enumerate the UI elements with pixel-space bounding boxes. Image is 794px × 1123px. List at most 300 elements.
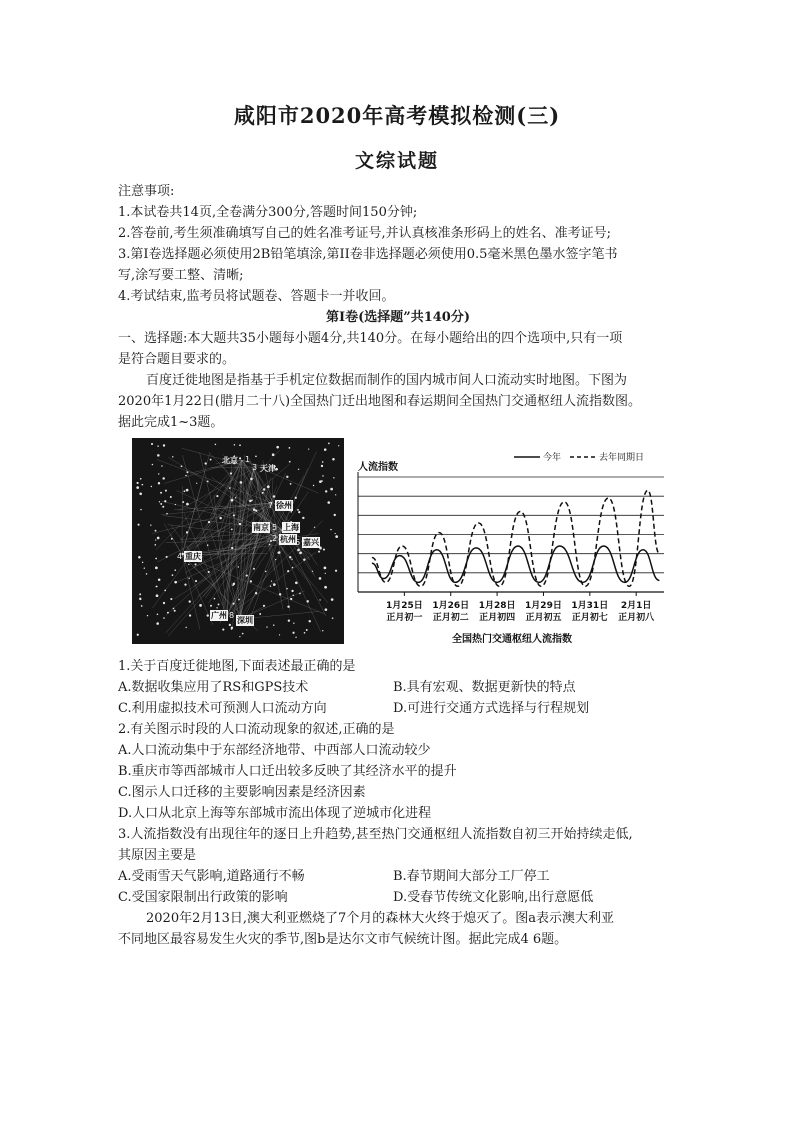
passage-1: 百度迁徙地图是指基于手机定位数据而制作的国内城市间人口流动实时地图。下图为	[146, 373, 628, 388]
q3-options-row	[118, 866, 678, 887]
map-city-dot	[322, 630, 323, 631]
map-city-dot	[289, 556, 291, 558]
map-city-dot	[272, 453, 275, 456]
map-city-dot	[144, 568, 145, 569]
map-city-dot	[259, 613, 261, 615]
map-city-dot	[158, 473, 159, 474]
notice-item: 2.答卷前,考生须准确填写自己的姓名准考证号,并认真核准条形码上的姓名、准考证号;	[118, 226, 612, 241]
map-city-dot	[306, 600, 308, 602]
map-city-dot	[290, 598, 292, 600]
figures-row	[132, 432, 680, 650]
passage-1: 据此完成1~3题。	[118, 415, 224, 430]
map-label-guangzhou: 广州	[211, 611, 227, 620]
map-city-dot	[322, 461, 324, 463]
map-city-dot	[230, 472, 232, 474]
map-city-dot	[205, 462, 207, 464]
map-city-dot	[328, 443, 330, 445]
section-intro: 是符合题目要求的。	[118, 352, 236, 367]
map-city-dot	[171, 538, 173, 540]
map-city-dot	[277, 552, 279, 554]
map-city-dot	[231, 628, 233, 630]
map-city-dot	[291, 590, 293, 592]
map-flow-line	[156, 460, 242, 550]
map-city-dot	[141, 605, 143, 607]
map-city-dot	[172, 456, 173, 457]
chart-title: 全国热门交通枢纽人流指数	[452, 634, 572, 645]
map-flow-line	[227, 476, 304, 616]
map-city-dot	[184, 583, 186, 585]
notice-item: 4.考试结束,监考员将试题卷、答题卡一并收回。	[118, 289, 395, 304]
map-city-dot	[286, 588, 288, 590]
map-city-dot	[208, 571, 210, 573]
map-city-dot	[142, 484, 144, 486]
map-city-dot	[216, 607, 217, 608]
map-city-dot	[240, 481, 243, 484]
map-city-dot	[292, 632, 294, 634]
map-city-dot	[159, 501, 160, 502]
map-city-dot	[286, 476, 288, 478]
q1-option-c[interactable]: C.利用虚拟技术可预测人口流动方向	[118, 701, 327, 716]
flow-index-chart	[344, 432, 680, 650]
map-city-dot	[306, 629, 308, 631]
map-city-dot	[290, 483, 292, 485]
map-city-dot	[164, 589, 166, 591]
map-city-dot	[158, 579, 161, 582]
map-label-xuzhou: 徐州	[276, 501, 292, 510]
map-num: 1	[245, 455, 251, 464]
page-subtitle: 文综试题	[354, 150, 439, 172]
map-city-dot	[273, 583, 276, 586]
x-tick-date: 1月29日	[525, 601, 562, 611]
map-city-dot	[334, 514, 336, 516]
map-city-dot	[137, 634, 139, 636]
map-city-dot	[251, 499, 252, 500]
map-city-dot	[188, 564, 189, 565]
map-city-dot	[335, 494, 336, 495]
map-city-dot	[181, 465, 183, 467]
map-city-dot	[174, 581, 177, 584]
passage-2: 2020年2月13日,澳大利亚燃烧了7个月的森林大火终于熄灭了。图a表示澳大利亚	[146, 911, 615, 926]
map-city-dot	[186, 531, 188, 533]
map-city-dot	[173, 608, 175, 610]
map-city-dot	[253, 508, 256, 511]
map-city-dot	[160, 503, 162, 505]
map-city-dot	[186, 489, 189, 492]
map-city-dot	[335, 535, 338, 538]
series-line-this-year	[372, 546, 660, 582]
map-city-dot	[233, 583, 235, 585]
map-city-dot	[207, 544, 209, 546]
map-city-dot	[234, 444, 235, 445]
map-city-dot	[269, 544, 271, 546]
map-label-hangzhou: 杭州	[280, 535, 296, 544]
map-city-dot	[151, 443, 153, 445]
map-city-dot	[155, 566, 158, 569]
map-label-beijing: 北京	[222, 456, 238, 465]
map-city-dot	[255, 456, 257, 458]
map-city-dot	[155, 539, 156, 540]
q1-option-b[interactable]: B.具有宏观、数据更新快的特点	[393, 680, 576, 695]
map-city-dot	[175, 504, 176, 505]
map-city-dot	[287, 606, 289, 608]
questions-block	[118, 656, 678, 950]
q3-option-d[interactable]: D.受春节传统文化影响,出行意愿低	[393, 890, 594, 905]
map-city-dot	[219, 517, 221, 519]
map-city-dot	[160, 492, 162, 494]
map-city-dot	[174, 610, 176, 612]
map-city-dot	[275, 559, 276, 560]
map-city-dot	[157, 537, 160, 540]
map-city-dot	[140, 478, 142, 480]
map-city-dot	[242, 633, 244, 635]
map-city-dot	[309, 620, 311, 622]
map-city-dot	[288, 619, 290, 621]
map-city-dot	[287, 570, 289, 572]
map-label-nanjing: 南京	[253, 523, 269, 532]
map-label-shanghai: 上海	[283, 523, 299, 532]
map-city-dot	[186, 471, 188, 473]
map-city-dot	[196, 483, 197, 484]
x-tick-lunar: 正月初一	[386, 613, 423, 623]
map-city-dot	[291, 559, 292, 560]
q1-options-row	[118, 698, 678, 719]
notice-item: 1.本试卷共14页,全卷满分300分,答题时间150分钟;	[118, 205, 418, 220]
map-city-dot	[295, 637, 296, 638]
map-city-dot	[229, 624, 231, 626]
x-tick-lunar: 正月初五	[525, 613, 562, 623]
map-city-dot	[325, 608, 328, 611]
q2-option-d[interactable]: D.人口从北京上海等东部城市流出体现了逆城市化进程	[118, 806, 432, 821]
map-num: 2	[272, 534, 278, 543]
map-city-dot	[164, 500, 166, 502]
map-flow-line	[214, 495, 227, 616]
map-num: 3	[252, 463, 258, 472]
passage-2: 不同地区最容易发生火灾的季节,图b是达尔文市气候统计图。据此完成4 6题。	[118, 932, 568, 947]
map-num: 7	[268, 501, 274, 510]
q1-option-a[interactable]: A.数据收集应用了RS和GPS技术	[118, 680, 309, 695]
map-city-dot	[239, 523, 241, 525]
chart-x-ticks	[386, 592, 655, 623]
map-city-dot	[246, 575, 248, 577]
map-city-dot	[298, 511, 300, 513]
map-city-dot	[330, 488, 333, 491]
map-city-dot	[319, 577, 322, 580]
map-city-dot	[335, 570, 337, 572]
q3-stem: 其原因主要是	[118, 848, 197, 863]
map-city-dot	[156, 594, 159, 597]
map-flow-line	[218, 460, 242, 537]
map-num: 5	[272, 523, 278, 532]
map-city-dot	[232, 603, 234, 605]
map-city-dot	[235, 497, 236, 498]
map-flow-line	[217, 460, 242, 559]
map-city-dot	[139, 593, 141, 595]
map-city-dot	[332, 458, 335, 461]
map-city-dot	[152, 464, 154, 466]
map-city-dot	[249, 500, 252, 503]
map-city-dot	[139, 598, 141, 600]
map-city-dot	[222, 629, 224, 631]
map-city-dot	[279, 593, 281, 595]
map-city-dot	[189, 614, 191, 616]
map-city-dot	[142, 562, 143, 563]
map-city-dot	[158, 482, 160, 484]
map-flow-line	[207, 460, 242, 530]
map-city-dot	[325, 573, 326, 574]
map-flow-line	[182, 555, 325, 614]
x-tick-date: 1月26日	[432, 601, 470, 611]
map-label-shenzhen: 深圳	[237, 616, 253, 625]
map-city-dot	[322, 475, 324, 477]
q2-option-a[interactable]: A.人口流动集中于东部经济地带、中西部人口流动较少	[118, 743, 431, 758]
map-num: 8	[229, 611, 235, 620]
map-city-dot	[338, 445, 339, 446]
map-city-dot	[273, 495, 275, 497]
map-city-dot	[185, 627, 186, 628]
map-city-dot	[207, 614, 209, 616]
migration-map	[132, 438, 344, 644]
map-city-dot	[170, 598, 172, 600]
map-city-dot	[157, 454, 160, 457]
map-city-dot	[155, 558, 157, 560]
q1-stem: 1.关于百度迁徙地图,下面表述最正确的是	[118, 659, 356, 674]
map-flow-line	[171, 525, 240, 619]
map-flow-line	[240, 455, 245, 619]
map-city-dot	[229, 487, 231, 489]
q2-stem: 2.有关图示时段的人口流动现象的叙述,正确的是	[118, 722, 395, 737]
map-city-dot	[233, 514, 235, 516]
map-city-dot	[263, 605, 265, 607]
map-label-jiaxing: 嘉兴	[303, 538, 319, 547]
map-city-dot	[136, 482, 138, 484]
chart-ylabel: 人流指数	[358, 462, 398, 473]
map-city-dot	[262, 492, 264, 494]
q3-option-c[interactable]: C.受国家限制出行政策的影响	[118, 890, 288, 905]
map-city-dot	[174, 569, 176, 571]
map-city-dot	[295, 581, 298, 584]
map-city-dot	[189, 600, 191, 602]
map-flow-line	[166, 526, 264, 615]
map-city-dot	[276, 446, 279, 449]
x-tick-lunar: 正月初七	[571, 613, 608, 623]
map-city-dot	[297, 509, 299, 511]
map-city-dot	[231, 529, 233, 531]
section-intro: 一、选择题:本大题共35小题每小题4分,共140分。在每小题给出的四个选项中,只有一项	[118, 331, 623, 346]
map-flow-line	[193, 530, 282, 567]
map-city-dot	[333, 477, 334, 478]
map-city-dot	[188, 578, 189, 579]
map-city-dot	[207, 481, 209, 483]
map-city-dot	[324, 586, 327, 589]
map-city-dot	[150, 524, 151, 525]
map-flow-line	[245, 530, 282, 617]
map-city-dot	[250, 478, 253, 481]
map-city-dot	[319, 599, 320, 600]
map-city-dot	[214, 598, 216, 600]
x-tick-lunar: 正月初八	[618, 613, 655, 623]
map-city-dot	[138, 556, 141, 559]
map-city-dot	[293, 623, 294, 624]
map-city-dot	[255, 510, 257, 512]
map-city-dot	[161, 465, 162, 466]
map-city-dot	[313, 485, 314, 486]
map-city-dot	[162, 477, 164, 479]
map-city-dot	[250, 580, 252, 582]
map-city-dot	[332, 617, 334, 619]
map-city-dot	[290, 511, 292, 513]
q3-option-b[interactable]: B.春节期间大部分工厂停工	[393, 869, 550, 884]
map-city-dot	[231, 547, 233, 549]
map-city-dot	[271, 580, 272, 581]
map-city-dot	[238, 566, 239, 567]
legend-label-this-year: 今年	[543, 453, 562, 463]
map-city-dot	[299, 551, 302, 554]
q3-option-a[interactable]: A.受雨雪天气影响,道路通行不畅	[118, 869, 305, 884]
map-city-dot	[253, 568, 255, 570]
map-city-dot	[182, 501, 184, 503]
map-city-dot	[279, 634, 280, 635]
map-city-dot	[323, 549, 325, 551]
map-city-dot	[216, 495, 218, 497]
map-city-dot	[166, 513, 168, 515]
map-city-dot	[163, 602, 165, 604]
notice-block	[118, 181, 678, 433]
x-tick-lunar: 正月初二	[432, 613, 469, 623]
map-city-dot	[318, 551, 320, 553]
map-flow-line	[197, 530, 282, 596]
page-title: 咸阳市2020年高考模拟检测(三)	[233, 103, 561, 128]
map-city-dot	[218, 603, 220, 605]
notice-item: 3.第I卷选择题必须使用2B铅笔填涂,第II卷非选择题必须使用0.5毫米黑色墨水签字笔书	[118, 247, 618, 262]
map-city-dot	[335, 533, 336, 534]
map-city-dot	[324, 567, 327, 570]
map-city-dot	[324, 448, 327, 451]
map-city-dot	[151, 486, 152, 487]
map-city-dot	[208, 521, 210, 523]
map-flow-line	[223, 468, 254, 578]
map-city-dot	[166, 556, 168, 558]
map-city-dot	[314, 527, 315, 528]
map-city-dot	[255, 592, 257, 594]
map-city-dot	[157, 445, 158, 446]
x-tick-date: 1月28日	[478, 601, 516, 611]
map-city-dot	[156, 622, 159, 625]
map-city-dot	[239, 636, 240, 637]
map-city-dot	[199, 604, 202, 607]
map-city-dot	[183, 490, 185, 492]
map-city-dot	[266, 626, 267, 627]
map-city-dot	[210, 459, 212, 461]
map-city-dot	[146, 573, 148, 575]
map-num: 4	[177, 552, 183, 561]
map-flow-line	[254, 468, 314, 574]
map-city-dot	[162, 506, 164, 508]
map-flow-line	[182, 448, 254, 468]
map-city-dot	[231, 499, 234, 502]
map-city-dot	[195, 580, 197, 582]
map-city-dot	[295, 497, 297, 499]
map-label-chongqing: 重庆	[185, 552, 201, 561]
map-city-dot	[185, 475, 186, 476]
map-city-dot	[170, 496, 172, 498]
section-title: 第I卷(选择题”共140分)	[326, 310, 470, 325]
map-city-dot	[297, 549, 300, 552]
map-city-dot	[239, 457, 241, 459]
map-city-dot	[139, 493, 142, 496]
map-city-dot	[147, 615, 148, 616]
map-city-dot	[140, 509, 141, 510]
map-city-dot	[239, 444, 241, 446]
map-flow-line	[182, 455, 227, 616]
notice-item: 写,涂写要工整、清晰;	[118, 268, 244, 283]
q3-stem: 3.人流指数没有出现往年的逐日上升趋势,甚至热门交通枢纽人流指数自初三开始持续走低,	[118, 827, 633, 842]
map-city-dot	[308, 448, 309, 449]
map-city-dot	[321, 465, 323, 467]
map-num: 6	[295, 538, 301, 547]
map-flow-line	[272, 478, 273, 503]
q3-options-row	[118, 887, 678, 908]
map-city-dot	[302, 517, 304, 519]
map-city-dot	[215, 444, 217, 446]
map-city-dot	[138, 524, 140, 526]
x-tick-lunar: 正月初四	[479, 613, 516, 623]
map-city-dot	[210, 605, 212, 607]
map-city-dot	[263, 488, 265, 490]
map-city-dot	[165, 490, 167, 492]
q2-option-c[interactable]: C.图示人口迁移的主要影响因素是经济因素	[118, 785, 366, 800]
map-city-dot	[270, 585, 271, 586]
map-city-dot	[321, 480, 323, 482]
map-city-dot	[136, 486, 139, 489]
map-city-dot	[154, 544, 156, 546]
notice-heading: 注意事项:	[118, 184, 175, 199]
map-city-dot	[289, 447, 291, 449]
map-city-dot	[163, 617, 165, 619]
passage-1: 2020年1月22日(腊月二十八)全国热门迁出地图和春运期间全国热门交通枢纽人流指数图。	[118, 394, 642, 409]
x-tick-date: 1月31日	[571, 601, 609, 611]
map-city-dot	[292, 595, 293, 596]
map-city-dot	[163, 444, 165, 446]
map-city-dot	[194, 563, 196, 565]
map-city-dot	[267, 485, 270, 488]
map-city-dot	[325, 490, 327, 492]
map-flow-line	[224, 538, 277, 592]
map-city-dot	[331, 598, 334, 601]
map-city-dot	[273, 624, 275, 626]
map-label-tianjin: 天津	[260, 464, 276, 473]
map-city-dot	[292, 567, 294, 569]
flow-index-chart-svg	[344, 432, 680, 650]
map-city-dot	[238, 599, 240, 601]
x-tick-date: 2月1日	[620, 601, 652, 611]
map-flow-line	[175, 530, 282, 599]
legend-label-last-year: 去年同期日	[599, 453, 645, 463]
map-city-dot	[330, 529, 331, 530]
q1-options-row	[118, 677, 678, 698]
q2-option-b[interactable]: B.重庆市等西部城市人口迁出较多反映了其经济水平的提升	[118, 764, 457, 779]
map-city-dot	[289, 461, 291, 463]
map-city-dot	[265, 571, 267, 573]
map-city-dot	[155, 530, 157, 532]
map-city-dot	[156, 586, 158, 588]
map-city-dot	[157, 613, 159, 615]
map-city-dot	[304, 632, 306, 634]
q1-option-d[interactable]: D.可进行交通方式选择与行程规划	[393, 701, 590, 716]
map-city-dot	[299, 593, 301, 595]
map-city-dot	[327, 501, 330, 504]
x-tick-date: 1月25日	[385, 601, 423, 611]
chart-series	[372, 490, 660, 586]
